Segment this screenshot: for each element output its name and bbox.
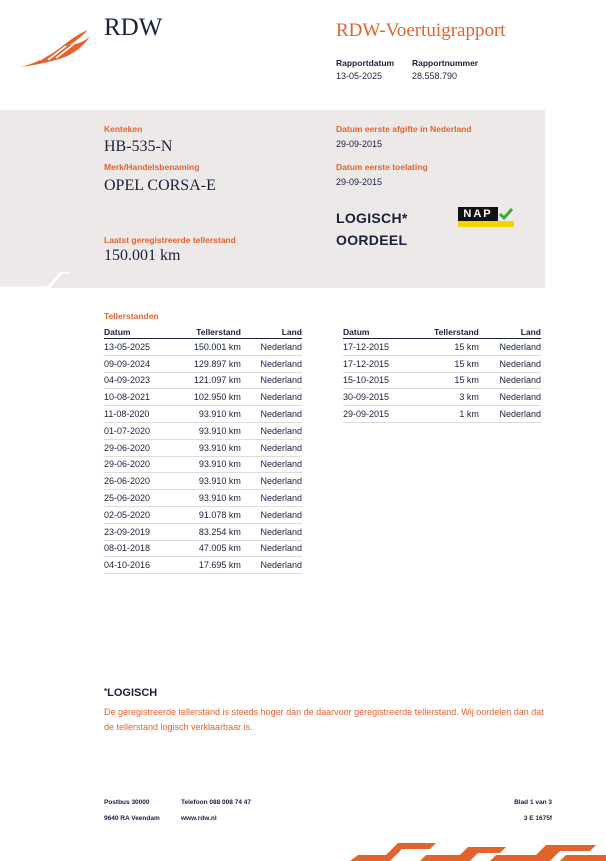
verdict-line-2: OORDEEL bbox=[336, 232, 408, 248]
odometer-table-right bbox=[343, 326, 541, 423]
make-label: Merk/Handelsbenaming bbox=[104, 162, 200, 172]
make-value: OPEL CORSA-E bbox=[104, 177, 216, 194]
reading-odometer: 83.254 km bbox=[172, 523, 241, 540]
reading-country: Nederland bbox=[241, 473, 302, 490]
nap-logo-text: NAP bbox=[458, 207, 498, 221]
reading-country: Nederland bbox=[241, 339, 302, 356]
reading-country: Nederland bbox=[479, 406, 541, 423]
report-number: 28.558.790 bbox=[412, 71, 458, 81]
last-odometer-value: 150.001 km bbox=[104, 247, 181, 264]
reading-date: 15-10-2015 bbox=[343, 372, 412, 389]
report-number-label: Rapportnummer bbox=[412, 58, 479, 68]
reading-country: Nederland bbox=[479, 339, 541, 356]
reading-date: 17-12-2015 bbox=[343, 339, 412, 356]
reading-country: Nederland bbox=[479, 389, 541, 406]
reading-country: Nederland bbox=[241, 540, 302, 557]
footer-page: Blad 1 van 3 bbox=[514, 799, 552, 806]
footer-phone: Telefoon 088 008 74 47 bbox=[181, 799, 251, 806]
reading-country: Nederland bbox=[241, 389, 302, 406]
reading-country: Nederland bbox=[479, 355, 541, 372]
note-text: De geregistreerde tellerstand is steeds hoger dan de daarvoor geregistreerde tellerstand. Wij oordelen dan dat de tellerstand logisch verklaarbaar is. bbox=[104, 707, 544, 732]
reading-odometer: 3 km bbox=[412, 389, 479, 406]
table-row bbox=[104, 540, 302, 557]
brand-name: RDW bbox=[104, 14, 163, 41]
reading-odometer: 129.897 km bbox=[172, 355, 241, 372]
reading-date: 29-06-2020 bbox=[104, 439, 172, 456]
reading-date: 29-09-2015 bbox=[343, 406, 412, 423]
column-header-country: Land bbox=[479, 326, 541, 339]
reading-date: 09-09-2024 bbox=[104, 355, 172, 372]
table-row bbox=[104, 339, 302, 356]
reading-date: 02-05-2020 bbox=[104, 506, 172, 523]
column-header-country: Land bbox=[241, 326, 302, 339]
vehicle-info-band bbox=[0, 110, 545, 288]
reading-odometer: 15 km bbox=[412, 355, 479, 372]
footer-address-2: 9640 RA Veendam bbox=[104, 815, 160, 822]
table-row bbox=[104, 506, 302, 523]
table-row bbox=[104, 473, 302, 490]
table-row bbox=[343, 406, 541, 423]
reading-country: Nederland bbox=[241, 422, 302, 439]
footer-address-1: Postbus 30000 bbox=[104, 799, 150, 806]
reading-odometer: 93.910 km bbox=[172, 456, 241, 473]
column-header-date: Datum bbox=[343, 326, 412, 339]
reading-country: Nederland bbox=[241, 456, 302, 473]
table-row bbox=[104, 439, 302, 456]
odometer-section-title: Tellerstanden bbox=[104, 311, 159, 321]
checkmark-icon bbox=[498, 207, 514, 221]
reading-odometer: 93.910 km bbox=[172, 406, 241, 423]
reading-odometer: 47.005 km bbox=[172, 540, 241, 557]
reading-odometer: 15 km bbox=[412, 372, 479, 389]
reading-odometer: 150.001 km bbox=[172, 339, 241, 356]
footer-web: www.rdw.nl bbox=[181, 815, 217, 822]
odometer-table-left bbox=[104, 326, 302, 574]
note-title bbox=[104, 687, 157, 699]
footer-code: 3 E 1675f bbox=[523, 815, 552, 822]
footer-stripes-decoration bbox=[350, 843, 606, 861]
reading-date: 17-12-2015 bbox=[343, 355, 412, 372]
reading-odometer: 93.910 km bbox=[172, 490, 241, 507]
reading-odometer: 102.950 km bbox=[172, 389, 241, 406]
column-header-odometer: Tellerstand bbox=[412, 326, 479, 339]
plate-value: HB-535-N bbox=[104, 138, 173, 155]
reading-date: 11-08-2020 bbox=[104, 406, 172, 423]
column-header-odometer: Tellerstand bbox=[172, 326, 241, 339]
verdict-line-1: LOGISCH* bbox=[336, 210, 408, 226]
first-admission-value: 29-09-2015 bbox=[336, 177, 383, 187]
plate-label: Kenteken bbox=[104, 124, 143, 134]
reading-country: Nederland bbox=[241, 372, 302, 389]
reading-date: 04-09-2023 bbox=[104, 372, 172, 389]
first-admission-nl-label: Datum eerste afgifte in Nederland bbox=[336, 124, 472, 134]
table-row bbox=[104, 456, 302, 473]
reading-date: 29-06-2020 bbox=[104, 456, 172, 473]
reading-odometer: 17.695 km bbox=[172, 557, 241, 574]
reading-odometer: 15 km bbox=[412, 339, 479, 356]
report-date: 13-05-2025 bbox=[336, 71, 383, 81]
note-asterisk: * bbox=[104, 687, 108, 696]
reading-odometer: 93.910 km bbox=[172, 422, 241, 439]
rdw-logo-icon bbox=[18, 24, 92, 70]
reading-country: Nederland bbox=[241, 506, 302, 523]
reading-country: Nederland bbox=[241, 439, 302, 456]
table-row bbox=[104, 355, 302, 372]
table-row bbox=[343, 355, 541, 372]
reading-date: 08-01-2018 bbox=[104, 540, 172, 557]
reading-country: Nederland bbox=[241, 406, 302, 423]
reading-country: Nederland bbox=[241, 490, 302, 507]
reading-country: Nederland bbox=[241, 523, 302, 540]
first-admission-nl-value: 29-09-2015 bbox=[336, 139, 383, 149]
table-row bbox=[104, 523, 302, 540]
table-row bbox=[104, 490, 302, 507]
reading-date: 23-09-2019 bbox=[104, 523, 172, 540]
reading-date: 26-06-2020 bbox=[104, 473, 172, 490]
reading-odometer: 93.910 km bbox=[172, 439, 241, 456]
reading-date: 25-06-2020 bbox=[104, 490, 172, 507]
reading-country: Nederland bbox=[241, 557, 302, 574]
reading-country: Nederland bbox=[241, 355, 302, 372]
reading-odometer: 1 km bbox=[412, 406, 479, 423]
table-row bbox=[104, 406, 302, 423]
nap-logo bbox=[458, 207, 516, 229]
report-title: RDW-Voertuigrapport bbox=[336, 20, 506, 41]
table-row bbox=[104, 372, 302, 389]
reading-date: 10-08-2021 bbox=[104, 389, 172, 406]
reading-date: 01-07-2020 bbox=[104, 422, 172, 439]
reading-odometer: 93.910 km bbox=[172, 473, 241, 490]
table-row bbox=[104, 389, 302, 406]
table-row bbox=[343, 339, 541, 356]
table-row bbox=[104, 422, 302, 439]
reading-odometer: 91.078 km bbox=[172, 506, 241, 523]
table-row bbox=[104, 557, 302, 574]
last-odometer-label: Laatst geregistreerde tellerstand bbox=[104, 235, 236, 245]
reading-odometer: 121.097 km bbox=[172, 372, 241, 389]
report-date-label: Rapportdatum bbox=[336, 58, 395, 68]
table-row bbox=[343, 389, 541, 406]
reading-date: 30-09-2015 bbox=[343, 389, 412, 406]
table-row bbox=[343, 372, 541, 389]
reading-country: Nederland bbox=[479, 372, 541, 389]
band-corner-notch bbox=[0, 272, 70, 290]
note-title-text: LOGISCH bbox=[107, 687, 158, 699]
reading-date: 13-05-2025 bbox=[104, 339, 172, 356]
column-header-date: Datum bbox=[104, 326, 172, 339]
first-admission-label: Datum eerste toelating bbox=[336, 162, 428, 172]
reading-date: 04-10-2016 bbox=[104, 557, 172, 574]
